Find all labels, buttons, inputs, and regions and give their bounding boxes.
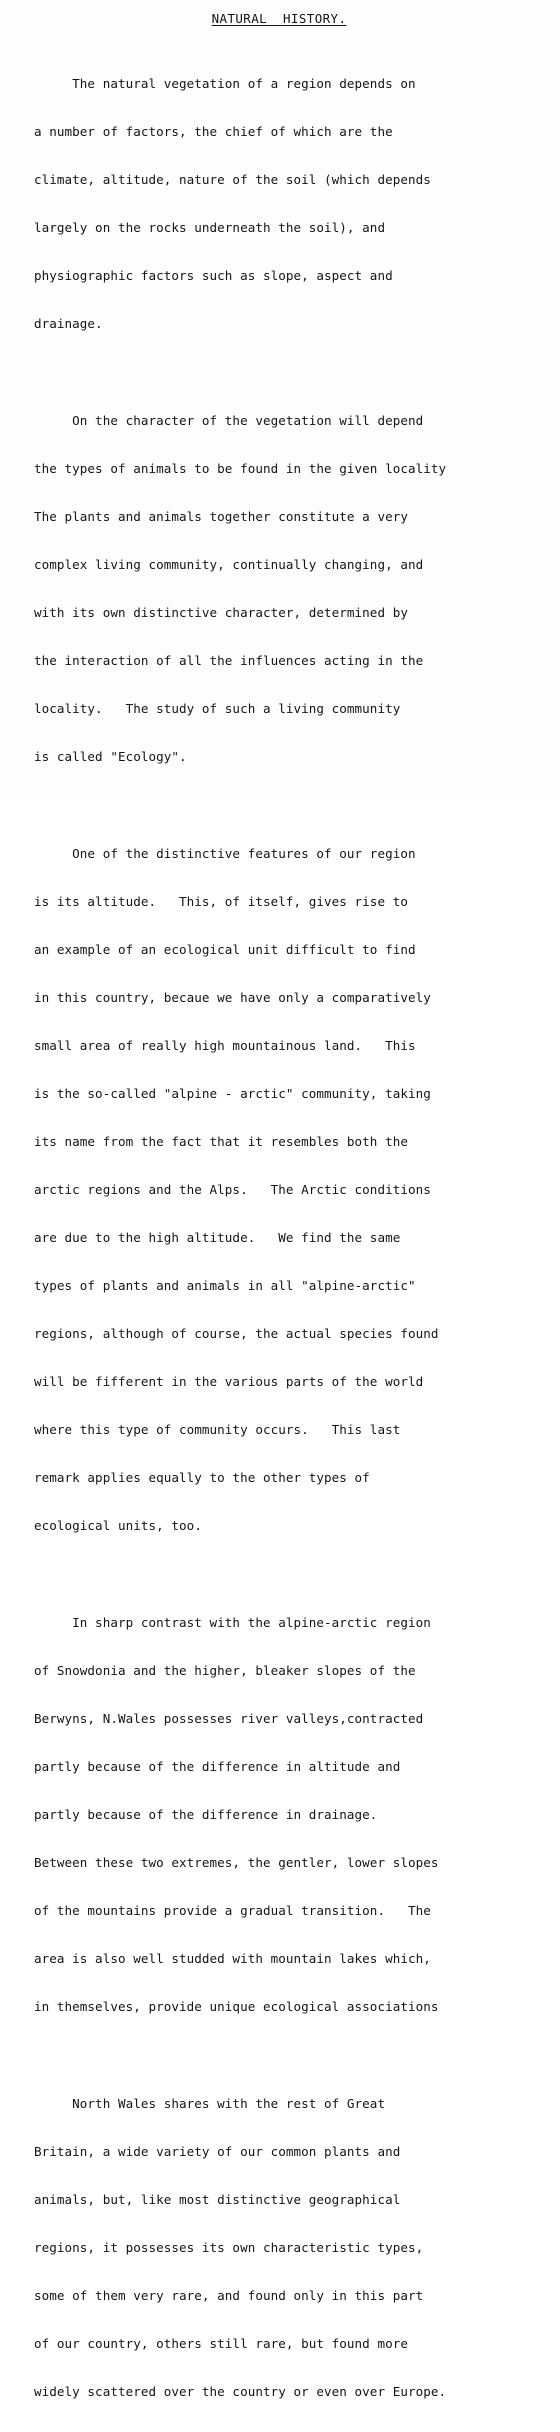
- text-line: is its altitude. This, of itself, gives rise to: [34, 894, 408, 909]
- text-line: its name from the fact that it resembles both the: [34, 1134, 408, 1149]
- text-line: a number of factors, the chief of which are the: [34, 124, 393, 139]
- page-title-text: NATURAL HISTORY.: [211, 11, 347, 26]
- text-line: are due to the high altitude. We find the same: [34, 1230, 401, 1245]
- text-line: of our country, others still rare, but found more: [34, 2336, 408, 2351]
- paragraph-snowdonia-contrast: [34, 1583, 524, 2047]
- text-line: an example of an ecological unit difficult to find: [34, 942, 416, 957]
- text-line: the types of animals to be found in the given locality: [34, 461, 447, 476]
- paragraph-alpine-arctic: [34, 814, 524, 1566]
- text-line: Berwyns, N.Wales possesses river valleys,contracted: [34, 1711, 424, 1726]
- text-line: small area of really high mountainous land. This: [34, 1038, 416, 1053]
- text-line: partly because of the difference in altitude and: [34, 1759, 401, 1774]
- text-line: animals, but, like most distinctive geographical: [34, 2192, 401, 2207]
- text-line: ecological units, too.: [34, 1518, 202, 1533]
- text-line: North Wales shares with the rest of Great: [34, 2096, 386, 2111]
- paragraph-vegetation-factors: [34, 44, 524, 364]
- text-line: On the character of the vegetation will depend: [34, 413, 424, 428]
- text-line: drainage.: [34, 316, 103, 331]
- text-line: types of plants and animals in all "alpine-arctic": [34, 1278, 416, 1293]
- text-line: partly because of the difference in drainage.: [34, 1807, 378, 1822]
- text-line: is the so-called "alpine - arctic" community, taking: [34, 1086, 431, 1101]
- paragraph-ecology: [34, 381, 524, 797]
- text-line: the interaction of all the influences acting in the: [34, 653, 424, 668]
- text-line: will be fifferent in the various parts of the world: [34, 1374, 424, 1389]
- text-line: of the mountains provide a gradual transition. The: [34, 1903, 431, 1918]
- text-line: Britain, a wide variety of our common plants and: [34, 2144, 401, 2159]
- text-line: largely on the rocks underneath the soil), and: [34, 220, 386, 235]
- text-line: some of them very rare, and found only in this part: [34, 2288, 424, 2303]
- page-title: [34, 10, 524, 28]
- text-line: widely scattered over the country or even over Europe.: [34, 2384, 447, 2399]
- text-line: complex living community, continually changing, and: [34, 557, 424, 572]
- text-line: remark applies equally to the other types of: [34, 1470, 370, 1485]
- text-line: regions, it possesses its own characteristic types,: [34, 2240, 424, 2255]
- text-line: of Snowdonia and the higher, bleaker slopes of the: [34, 1663, 416, 1678]
- text-line: with its own distinctive character, determined by: [34, 605, 408, 620]
- text-line: In sharp contrast with the alpine-arctic region: [34, 1615, 431, 1630]
- text-line: The plants and animals together constitute a very: [34, 509, 408, 524]
- text-line: regions, although of course, the actual species found: [34, 1326, 439, 1341]
- text-line: climate, altitude, nature of the soil (which depends: [34, 172, 431, 187]
- text-line: is called "Ecology".: [34, 749, 187, 764]
- text-line: One of the distinctive features of our region: [34, 846, 416, 861]
- text-line: in this country, becaue we have only a comparatively: [34, 990, 431, 1005]
- text-line: arctic regions and the Alps. The Arctic conditions: [34, 1182, 431, 1197]
- text-line: area is also well studded with mountain lakes which,: [34, 1951, 431, 1966]
- text-line: physiographic factors such as slope, aspect and: [34, 268, 393, 283]
- text-line: Between these two extremes, the gentler, lower slopes: [34, 1855, 439, 1870]
- text-line: in themselves, provide unique ecological associations: [34, 1999, 439, 2014]
- paragraph-north-wales-species: [34, 2064, 524, 2432]
- text-line: locality. The study of such a living community: [34, 701, 401, 716]
- text-line: where this type of community occurs. This last: [34, 1422, 401, 1437]
- text-line: The natural vegetation of a region depends on: [34, 76, 416, 91]
